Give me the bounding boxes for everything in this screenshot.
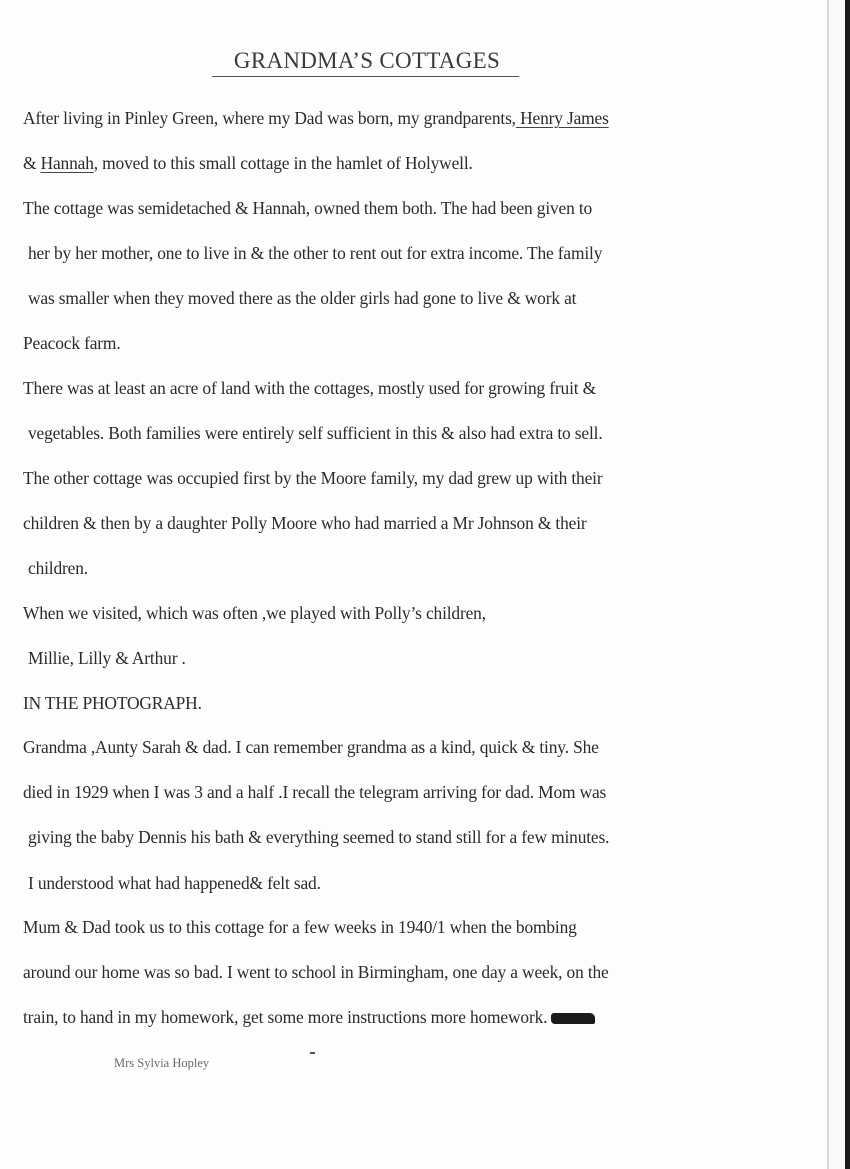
text-line: [23, 153, 473, 173]
text-line: When we visited, which was often ,we played with Polly’s children,: [23, 603, 486, 623]
page-edge-margin: [829, 0, 845, 1169]
text-line: Millie, Lilly & Arthur .: [28, 648, 186, 668]
underlined-name-henry-james: Henry James: [515, 108, 609, 128]
redaction-mark: [551, 1013, 595, 1024]
text-line: Peacock farm.: [23, 333, 121, 353]
title-underline: [212, 76, 519, 77]
text-line: The cottage was semidetached & Hannah, owned them both. The had been given to: [23, 198, 593, 218]
text-line: children.: [28, 558, 88, 578]
text-segment: , moved to this small cottage in the hamlet of Holywell.: [93, 153, 473, 173]
text-line: I understood what had happened& felt sad.: [28, 873, 321, 893]
section-heading-photograph: IN THE PHOTOGRAPH.: [23, 693, 202, 713]
underlined-name-hannah: Hannah: [40, 153, 94, 173]
document-title: GRANDMA’S COTTAGES: [233, 48, 501, 73]
text-segment: &: [23, 153, 41, 173]
text-line: [23, 1007, 595, 1027]
scan-speck: [310, 1052, 315, 1054]
text-line: around our home was so bad. I went to school in Birmingham, one day a week, on the: [23, 962, 609, 982]
author-signature: Mrs Sylvia Hopley: [114, 1056, 210, 1070]
text-line: There was at least an acre of land with the cottages, mostly used for growing fruit &: [23, 378, 597, 398]
text-line: died in 1929 when I was 3 and a half .I recall the telegram arriving for dad. Mom was: [23, 782, 607, 802]
text-line: children & then by a daughter Polly Moore who had married a Mr Johnson & their: [23, 513, 587, 533]
text-line: vegetables. Both families were entirely self sufficient in this & also had extra to sell.: [28, 423, 603, 443]
text-line: giving the baby Dennis his bath & everything seemed to stand still for a few minutes.: [28, 827, 610, 847]
text-line: was smaller when they moved there as the older girls had gone to live & work at: [28, 288, 577, 308]
text-segment: train, to hand in my homework, get some more instructions more homework.: [23, 1007, 548, 1027]
text-line: her by her mother, one to live in & the other to rent out for extra income. The family: [28, 243, 603, 263]
text-line: [23, 108, 609, 128]
text-line: The other cottage was occupied first by the Moore family, my dad grew up with their: [23, 468, 603, 488]
text-segment: After living in Pinley Green, where my Dad was born, my grandparents,: [23, 108, 516, 128]
text-line: Mum & Dad took us to this cottage for a few weeks in 1940/1 when the bombing: [23, 917, 577, 937]
text-line: Grandma ,Aunty Sarah & dad. I can remember grandma as a kind, quick & tiny. She: [23, 737, 599, 757]
scanner-edge: [845, 0, 850, 1169]
